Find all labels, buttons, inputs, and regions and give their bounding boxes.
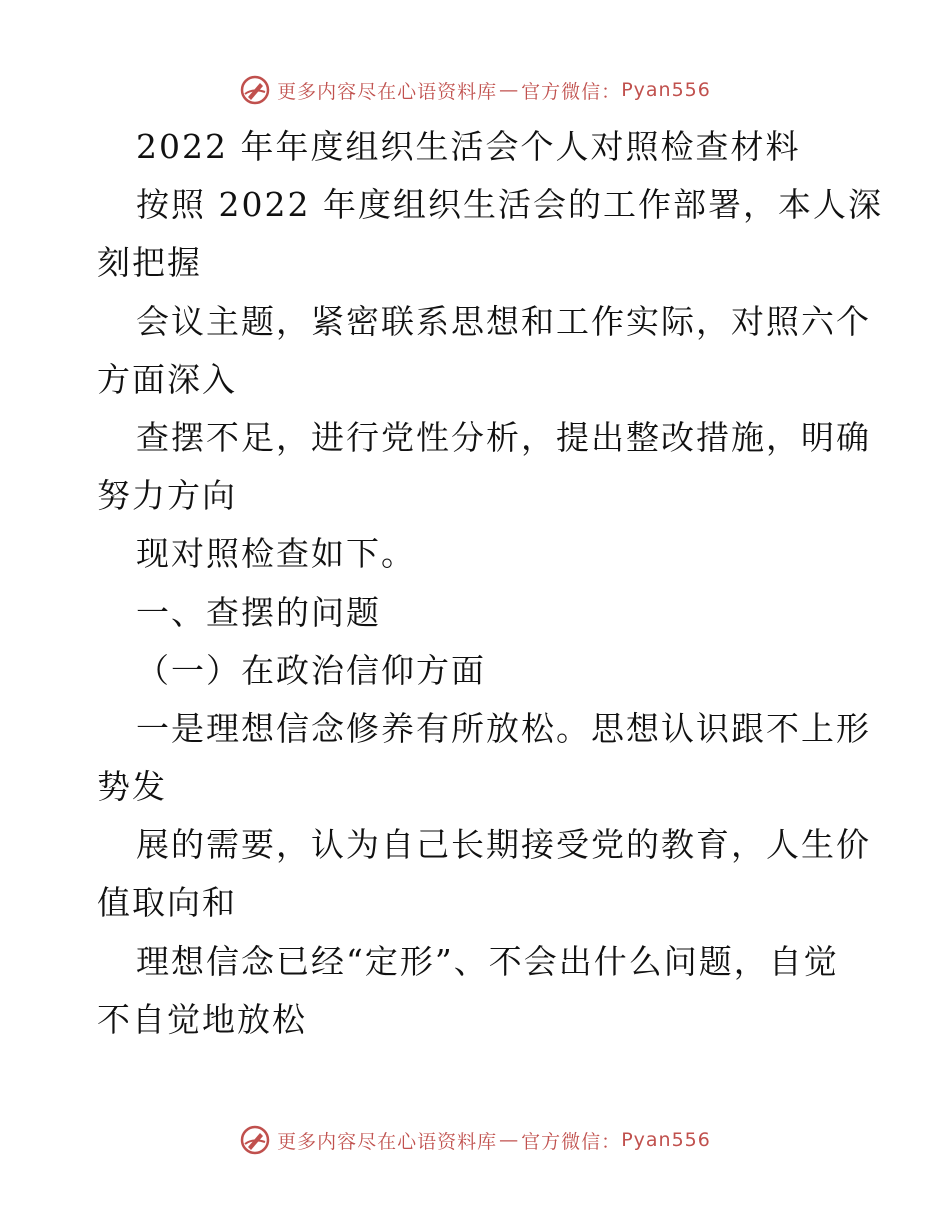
watermark-text: 更多内容尽在心语资料库: [277, 80, 498, 103]
watermark-dash: —: [499, 79, 520, 101]
paragraph-line: 值取向和: [97, 883, 237, 923]
paragraph-line: 势发: [97, 767, 167, 807]
paragraph-line: 现对照检查如下。: [136, 534, 416, 574]
paragraph-line: 按照 2022 年度组织生活会的工作部署，本人深: [136, 185, 883, 225]
document-title: 2022 年年度组织生活会个人对照检查材料: [136, 127, 801, 166]
pen-logo-icon: [239, 74, 271, 106]
subsection-heading: （一）在政治信仰方面: [136, 650, 486, 690]
section-heading: 一、查摆的问题: [136, 592, 381, 632]
paragraph-line: 努力方向: [97, 476, 237, 516]
pen-logo-icon: [239, 1124, 271, 1156]
watermark-wechat-id: Pyan556: [621, 79, 711, 101]
watermark-wechat-label: 官方微信：: [521, 1130, 622, 1153]
paragraph-line: 刻把握: [97, 243, 202, 283]
paragraph-line: 一是理想信念修养有所放松。思想认识跟不上形: [136, 708, 871, 748]
footer-watermark: [0, 1120, 950, 1160]
watermark-dash: —: [499, 1129, 520, 1151]
paragraph-line: 会议主题，紧密联系思想和工作实际，对照六个: [136, 301, 871, 341]
watermark-wechat-id: Pyan556: [621, 1129, 711, 1151]
document-body: [97, 118, 883, 1049]
paragraph-line: 查摆不足，进行党性分析，提出整改措施，明确: [136, 417, 871, 457]
watermark-wechat-label: 官方微信：: [521, 80, 622, 103]
paragraph-line: 理想信念已经“定形”、不会出什么问题，自觉: [136, 941, 839, 981]
paragraph-line: 展的需要，认为自己长期接受党的教育，人生价: [136, 825, 871, 865]
header-watermark: [0, 70, 950, 110]
watermark-text: 更多内容尽在心语资料库: [277, 1130, 498, 1153]
paragraph-line: 方面深入: [97, 359, 237, 399]
paragraph-line: 不自觉地放松: [97, 999, 307, 1039]
